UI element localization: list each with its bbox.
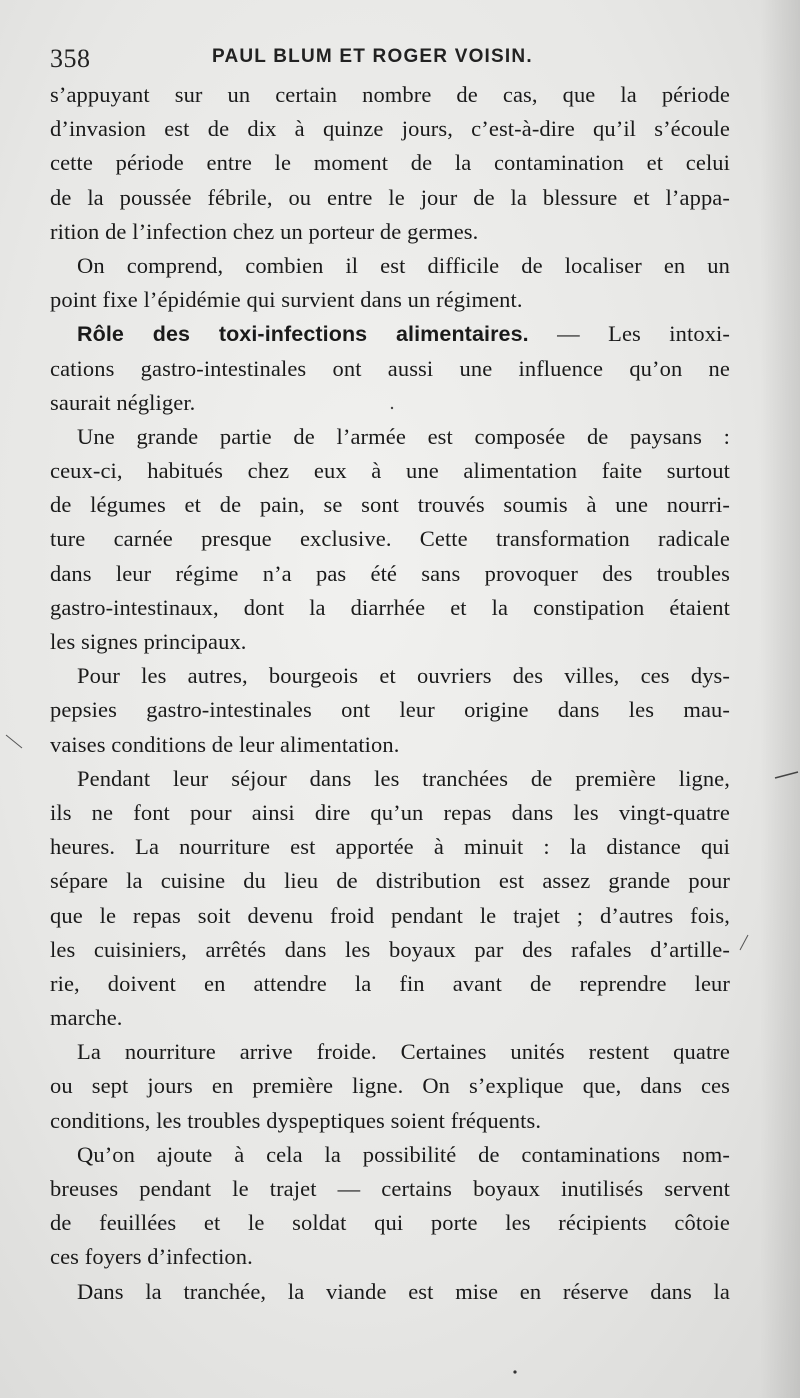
- text-line: [50, 967, 730, 1001]
- section-heading: Rôle des toxi-infections alimentaires.: [77, 322, 529, 347]
- text-line: [50, 796, 730, 830]
- line-text: breuses pendant le trajet — certains boyaux inutilisés servent: [50, 1176, 730, 1201]
- line-text: marche.: [50, 1005, 123, 1031]
- line-text: sépare la cuisine du lieu de distribution est assez grande pour: [50, 868, 730, 894]
- text-line: [50, 1138, 730, 1172]
- text-line: [50, 249, 730, 283]
- text-line: [50, 693, 730, 727]
- text-line: [50, 352, 730, 386]
- text-line: [50, 317, 730, 351]
- text-line: [50, 181, 730, 215]
- line-text: La nourriture arrive froide. Certaines unités restent quatre: [77, 1039, 730, 1065]
- line-text: Pour les autres, bourgeois et ouvriers des villes, ces dys-: [77, 663, 730, 689]
- line-text: de légumes et de pain, se sont trouvés soumis à une nourri-: [50, 492, 730, 518]
- text-line: [50, 420, 730, 454]
- line-text: rie, doivent en attendre la fin avant de reprendre leur: [50, 970, 730, 996]
- body-text: [50, 78, 730, 1309]
- line-text: dans leur régime n’a pas été sans provoquer des troubles: [50, 560, 730, 586]
- text-line: [50, 454, 730, 488]
- line-text: ils ne font pour ainsi dire qu’un repas dans les vingt-quatre: [50, 799, 730, 825]
- text-line: [50, 625, 730, 659]
- line-text: d’invasion est de dix à quinze jours, c’est-à-dire qu’il s’écoule: [50, 116, 730, 142]
- text-line: [50, 557, 730, 591]
- text-line: [50, 728, 730, 762]
- text-line: [50, 522, 730, 556]
- line-text: Pendant leur séjour dans les tranchées de première ligne,: [77, 765, 730, 791]
- line-text: les signes principaux.: [50, 629, 247, 654]
- line-text: pepsies gastro-intestinales ont leur origine dans les mau-: [50, 697, 730, 723]
- line-text: de la poussée fébrile, ou entre le jour de la blessure et l’appa-: [50, 184, 730, 210]
- line-text: conditions, les troubles dyspeptiques soient fréquents.: [50, 1107, 542, 1133]
- line-text: vaises conditions de leur alimentation.: [50, 731, 400, 757]
- line-text: saurait négliger.: [50, 389, 196, 415]
- text-line: [50, 386, 730, 420]
- text-line: [50, 830, 730, 864]
- text-line: [50, 112, 730, 146]
- text-line: [50, 488, 730, 522]
- text-line: [50, 1275, 730, 1309]
- text-line: [50, 659, 730, 693]
- line-text: heures. La nourriture est apportée à minuit : la distance qui: [50, 834, 730, 860]
- text-line: [50, 146, 730, 180]
- text-line: [50, 591, 730, 625]
- line-text: ture carnée presque exclusive. Cette transformation radicale: [50, 526, 730, 552]
- text-line: [50, 1206, 730, 1240]
- text-line: [50, 215, 730, 249]
- line-text: que le repas soit devenu froid pendant le trajet ; d’autres fois,: [50, 902, 730, 928]
- text-line: [50, 1104, 730, 1138]
- line-text: Dans la tranchée, la viande est mise en réserve dans la: [77, 1278, 730, 1304]
- text-line: [50, 78, 730, 112]
- text-line: [50, 283, 730, 317]
- text-line: [50, 1069, 730, 1103]
- text-line: [50, 864, 730, 898]
- page-edge-shadow: [760, 0, 800, 1398]
- line-text: ceux-ci, habitués chez eux à une alimentation faite surtout: [50, 458, 730, 484]
- text-line: [50, 762, 730, 796]
- page-number: 358: [50, 44, 91, 73]
- line-text: point fixe l’épidémie qui survient dans un régiment.: [50, 287, 523, 313]
- line-text: s’appuyant sur un certain nombre de cas, que la période: [50, 82, 730, 107]
- line-text: — Les intoxi-: [528, 321, 730, 347]
- line-text: rition de l’infection chez un porteur de germes.: [50, 218, 479, 244]
- line-text: cette période entre le moment de la contamination et celui: [50, 150, 730, 176]
- text-line: [50, 1035, 730, 1069]
- line-text: de feuillées et le soldat qui porte les récipients côtoie: [50, 1210, 730, 1236]
- text-line: [50, 1001, 730, 1035]
- line-text: On comprend, combien il est difficile de localiser en un: [77, 252, 730, 278]
- line-text: ces foyers d’infection.: [50, 1244, 253, 1270]
- line-text: cations gastro-intestinales ont aussi une influence qu’on ne: [50, 355, 730, 381]
- line-text: ou sept jours en première ligne. On s’explique que, dans ces: [50, 1073, 730, 1099]
- line-text: les cuisiniers, arrêtés dans les boyaux par des rafales d’artille-: [50, 936, 730, 962]
- text-line: [50, 899, 730, 933]
- line-text: Qu’on ajoute à cela la possibilité de contaminations nom-: [77, 1141, 730, 1167]
- text-line: [50, 1240, 730, 1274]
- text-line: [50, 933, 730, 967]
- text-line: [50, 1172, 730, 1206]
- running-title: PAUL BLUM ET ROGER VOISIN.: [212, 46, 533, 67]
- line-text: gastro-intestinaux, dont la diarrhée et la constipation étaient: [50, 594, 730, 620]
- line-text: Une grande partie de l’armée est composée de paysans :: [77, 423, 730, 449]
- running-head: [50, 42, 740, 72]
